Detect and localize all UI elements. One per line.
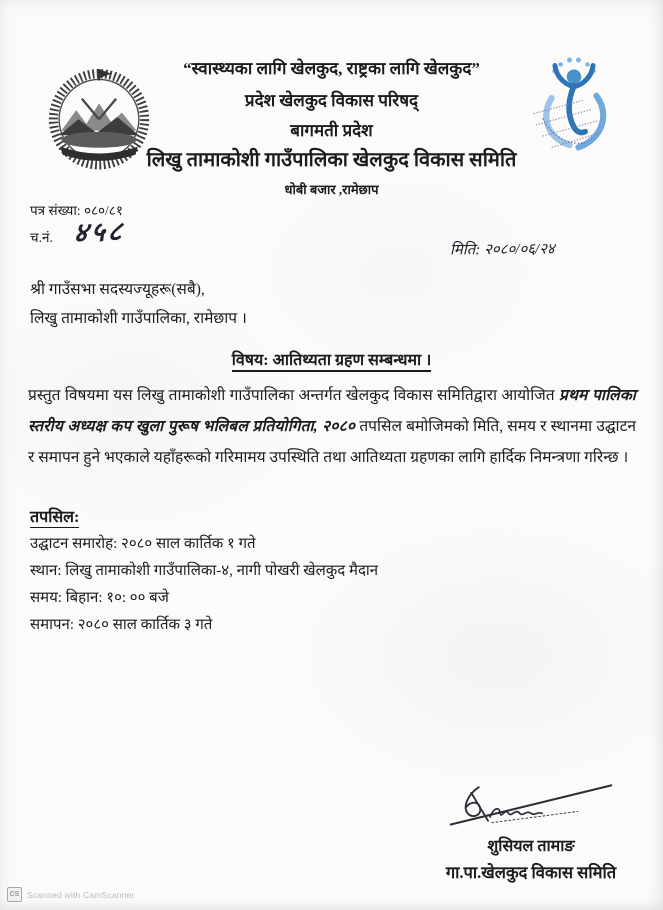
letter-number-value: ०८०/८१ (83, 203, 123, 218)
detail-time: समय: बिहान: १०: ०० बजे (30, 590, 169, 606)
body-text-end: तपसिल बमोजिमको मिति, समय र स्थानमा उद्घाटन र समापन हुने भएकाले यहाँहरूको गरिमामय उपस्थिति तथा आतिथ्यता ग्रहणका लागि हार्दिक निमन्त्रणा गरिन्छ । (28, 418, 636, 466)
detail-venue: स्थान: लिखु तामाकोशी गाउँपालिका-४, नागी पोखरी खेलकुद मैदान (30, 563, 379, 579)
body-text-start: प्रस्तुत विषयमा यस लिखु तामाकोशी गाउँपालिका अन्तर्गत खेलकुद विकास समितिद्वारा आयोजित (28, 387, 559, 404)
signatory-organization: गा.पा.खेलकुद विकास समिति (445, 863, 617, 882)
handwritten-signature-icon (431, 776, 631, 832)
letterhead-council: प्रदेश खेलकुद विकास परिषद् (244, 91, 419, 110)
letterhead-slogan: “स्वास्थ्यका लागि खेलकुद, राष्ट्रका लागि खेलकुद” (183, 59, 480, 78)
subject-line (0, 348, 663, 370)
signatory-name: शुसियल तामाङ (487, 838, 575, 855)
subject-text: विषय: आतिथ्यता ग्रहण सम्बन्धमा । (232, 352, 432, 372)
camscanner-icon: CS (7, 887, 22, 902)
letterhead-committee: लिखु तामाकोशी गाउँपालिका खेलकुद विकास समिति (146, 149, 517, 171)
serial-number-handwritten-value: ४५८ (72, 216, 127, 248)
date-label: मिति: (449, 242, 481, 259)
details-heading-text: तपसिल: (30, 509, 80, 526)
letterhead-province: बागमती प्रदेश (290, 121, 373, 140)
details-heading (30, 505, 79, 527)
recipient-line-2: लिखु तामाकोशी गाउँपालिका, रामेछाप । (30, 310, 247, 327)
signature-block (415, 776, 647, 883)
recipient-line-1: श्री गाउँसभा सदस्यज्यूहरू(सबै), (30, 281, 205, 298)
body-text-emphasis: प्रथम पालिका स्तरीय अध्यक्ष कप खुला पुरूष भलिबल प्रतियोगिता, २०८० (28, 387, 636, 435)
camscanner-watermark (7, 887, 135, 902)
body-paragraph (28, 380, 636, 473)
letterhead-address: धोबी बजार ,रामेछाप (284, 182, 379, 197)
date-value: २०८०/०६/२४ (483, 241, 555, 259)
letter-number-label: पत्र संख्या: (30, 203, 81, 218)
camscanner-watermark-text: Scanned with CamScanner (27, 889, 135, 900)
detail-closing: समापन: २०८० साल कार्तिक ३ गते (30, 617, 213, 633)
detail-opening-ceremony: उद्घाटन समारोह: २०८० साल कार्तिक १ गते (30, 536, 256, 552)
serial-number-label: च.नं. (30, 230, 53, 245)
letter-date (450, 239, 555, 260)
